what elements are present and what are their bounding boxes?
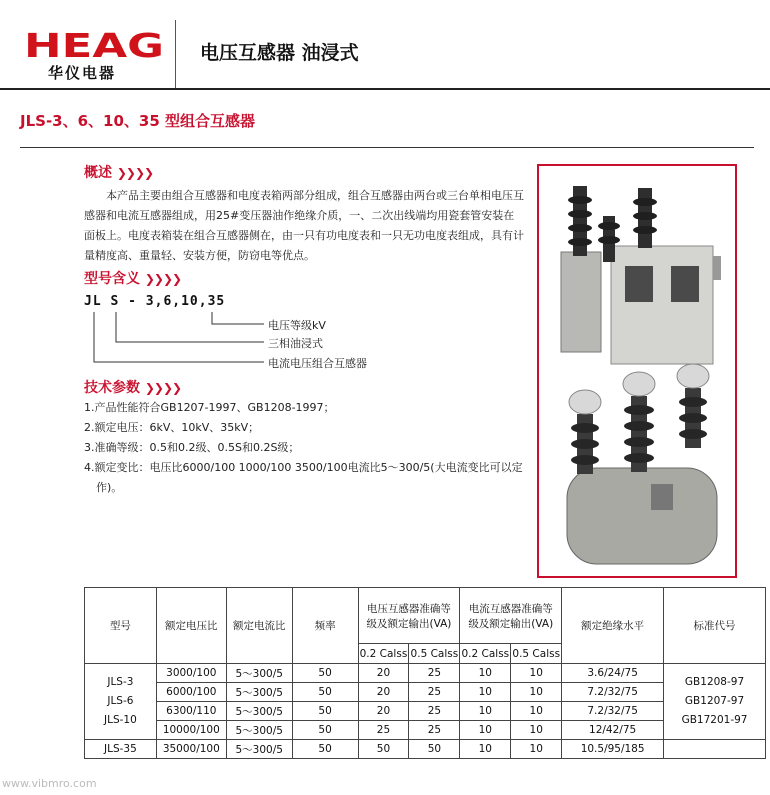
table-row [85, 702, 766, 721]
model-meaning-heading: 型号含义 ❯❯❯❯ [84, 271, 182, 287]
section-title: JLS-3、6、10、35 型组合互感器 [20, 112, 256, 130]
cell-current: 5～300/5 [226, 683, 292, 702]
overview-text: 本产品主要由组合互感器和电度表箱两部分组成，组合互感器由两台或三台单相电压互感器和电流互感器组成，用25#变压器油作绝缘介质，一、二次出线端均用瓷套管安装在面板上。电度表箱装在组合互感器侧在，由一只有功电度表和一只无功电度表组成，具有计量精度高、重量轻、安装方便，防窃电等优点。 [84, 189, 524, 262]
cell-vt02: 20 [358, 702, 409, 721]
product-photo [539, 166, 735, 576]
heag-logo [24, 30, 164, 60]
cell-frequency: 50 [292, 702, 358, 721]
label-combined-transformer: 电流电压组合互感器 [268, 357, 367, 370]
cell-ct02: 10 [460, 740, 511, 759]
cell-ct05: 10 [511, 740, 562, 759]
label-voltage-class: 电压等级kV [268, 319, 326, 332]
tech-list [84, 398, 544, 498]
tech-item: 1.产品性能符合GB1207-1997、GB1208-1997； [84, 401, 335, 414]
cell-vt02: 25 [358, 721, 409, 740]
model-code: JL S - 3,6,10,35 [84, 294, 226, 309]
cell-voltage: 35000/100 [156, 740, 226, 759]
standard-code: GB1208-97 [684, 676, 745, 688]
cell-ct05: 10 [511, 664, 562, 683]
cell-current: 5～300/5 [226, 721, 292, 740]
standard-code: GB1207-97 [684, 695, 745, 707]
col-header-frequency: 频率 [292, 588, 358, 664]
cell-insulation: 7.2/32/75 [562, 702, 664, 721]
col-header-ct-05: 0.5 Calss [511, 644, 562, 664]
model-name: JLS-6 [107, 695, 134, 707]
watermark: www.vibmro.com [2, 777, 97, 790]
cell-ct05: 10 [511, 702, 562, 721]
cell-vt05: 25 [409, 721, 460, 740]
section-rule [20, 147, 754, 148]
standard-code: GB17201-97 [681, 714, 748, 726]
col-header-insulation: 额定绝缘水平 [562, 588, 664, 664]
cell-voltage: 3000/100 [156, 664, 226, 683]
cell-vt02: 20 [358, 664, 409, 683]
cell-model: JLS-35 [85, 740, 157, 759]
cell-voltage: 6300/110 [156, 702, 226, 721]
table-row [85, 740, 766, 759]
cell-voltage: 6000/100 [156, 683, 226, 702]
standards-cell [664, 664, 766, 740]
tech-item: 2.额定电压：6kV、10kV、35kV； [84, 421, 260, 434]
cell-standard-empty [664, 740, 766, 759]
model-code-leader-lines [84, 308, 284, 370]
logo-subtitle: 华仪电器 [48, 64, 117, 82]
cell-vt05: 25 [409, 702, 460, 721]
overview-heading: 概述 ❯❯❯❯ [84, 165, 154, 181]
table-row [85, 683, 766, 702]
header-divider [175, 20, 176, 90]
cell-current: 5～300/5 [226, 702, 292, 721]
label-three-phase-oil: 三相油浸式 [268, 337, 323, 350]
cell-frequency: 50 [292, 740, 358, 759]
col-header-model: 型号 [85, 588, 157, 664]
cell-ct02: 10 [460, 702, 511, 721]
col-header-rated-voltage: 额定电压比 [156, 588, 226, 664]
product-photo-panel [537, 164, 737, 578]
tech-item: 3.准确等级：0.5和0.2级、0.5S和0.2S级； [84, 441, 300, 454]
chevron-right-icon: ❯❯❯❯ [144, 272, 182, 286]
model-name: JLS-10 [104, 714, 137, 726]
col-header-vt-02: 0.2 Calss [358, 644, 409, 664]
cell-frequency: 50 [292, 721, 358, 740]
cell-insulation: 3.6/24/75 [562, 664, 664, 683]
table-row [85, 664, 766, 683]
cell-ct05: 10 [511, 683, 562, 702]
cell-insulation: 7.2/32/75 [562, 683, 664, 702]
cell-frequency: 50 [292, 664, 358, 683]
cell-insulation: 10.5/95/185 [562, 740, 664, 759]
cell-vt05: 25 [409, 664, 460, 683]
cell-ct02: 10 [460, 721, 511, 740]
page-title: 电压互感器 油浸式 [200, 42, 359, 64]
cell-vt02: 50 [358, 740, 409, 759]
tech-heading: 技术参数 ❯❯❯❯ [84, 380, 182, 396]
col-header-ct-group: 电流互感器准确等级及额定输出(VA) [460, 588, 562, 644]
model-name: JLS-3 [107, 676, 134, 688]
cell-ct02: 10 [460, 683, 511, 702]
cell-current: 5～300/5 [226, 664, 292, 683]
cell-vt05: 25 [409, 683, 460, 702]
col-header-ct-02: 0.2 Calss [460, 644, 511, 664]
cell-vt02: 20 [358, 683, 409, 702]
table-row [85, 721, 766, 740]
cell-current: 5～300/5 [226, 740, 292, 759]
spec-table [84, 587, 766, 759]
col-header-rated-current: 额定电流比 [226, 588, 292, 664]
col-header-vt-group: 电压互感器准确等级及额定输出(VA) [358, 588, 460, 644]
tech-item: 4.额定变比：电压比6000/100 1000/100 3500/100电流比5～300/5(大电流变比可以定作)。 [84, 461, 523, 494]
cell-vt05: 50 [409, 740, 460, 759]
model-group-cell [85, 664, 157, 740]
cell-ct05: 10 [511, 721, 562, 740]
col-header-vt-05: 0.5 Calss [409, 644, 460, 664]
cell-frequency: 50 [292, 683, 358, 702]
header-rule [0, 88, 770, 90]
cell-insulation: 12/42/75 [562, 721, 664, 740]
svg-text:HEAG: HEAG [24, 30, 164, 60]
chevron-right-icon: ❯❯❯❯ [116, 166, 154, 180]
cell-voltage: 10000/100 [156, 721, 226, 740]
col-header-standard: 标准代号 [664, 588, 766, 664]
chevron-right-icon: ❯❯❯❯ [144, 381, 182, 395]
cell-ct02: 10 [460, 664, 511, 683]
